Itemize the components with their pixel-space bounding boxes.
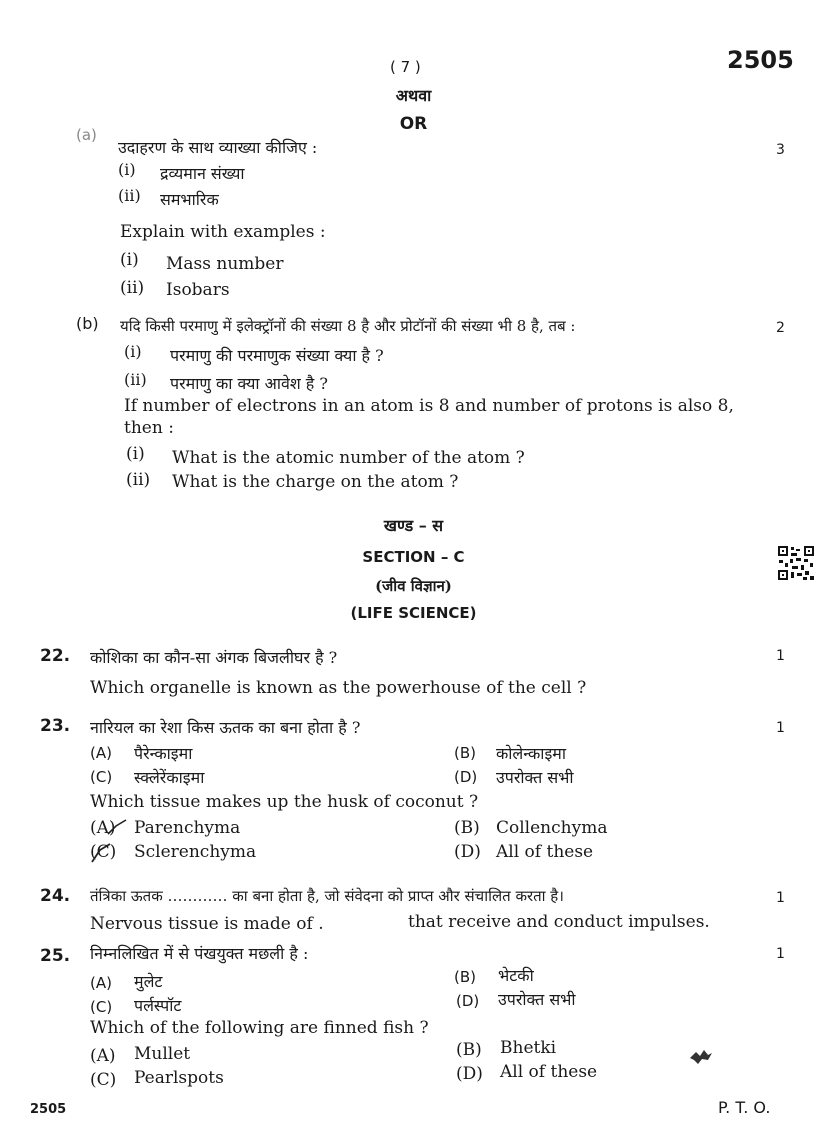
item-text: Isobars (166, 280, 230, 300)
question-text-hindi: यदि किसी परमाणु में इलेक्ट्रॉनों की संख्या 8 है और प्रोटॉनों की संख्या भी 8 है, तब : (120, 317, 576, 335)
question-text-english-cont: that receive and conduct impulses. (408, 912, 710, 932)
option-label: (D) (456, 1064, 483, 1084)
ink-smudge-icon (686, 1046, 716, 1068)
option-text: पैरेन्काइमा (134, 744, 193, 763)
marks: 1 (776, 890, 785, 906)
footer-code: 2505 (30, 1102, 67, 1117)
question-text-english: Explain with examples : (120, 222, 326, 242)
option-text: Pearlspots (134, 1068, 224, 1088)
option-text: मुलेट (134, 972, 163, 991)
question-text-hindi: तंत्रिका ऊतक ………… का बना होता है, जो संवेदना को प्राप्त और संचालित करता है। (90, 887, 564, 905)
section-title-hindi: खण्ड – स (383, 516, 444, 535)
item-text: Mass number (166, 254, 284, 274)
marks: 1 (776, 946, 785, 962)
question-text-hindi: उदाहरण के साथ व्याख्या कीजिए : (118, 138, 318, 157)
option-text: भेटकी (498, 966, 534, 985)
option-label: (D) (454, 842, 481, 862)
item-text: What is the atomic number of the atom ? (172, 448, 525, 468)
option-label: (C) (90, 998, 113, 1016)
qr-code-icon (777, 545, 815, 581)
item-number: (ii) (124, 370, 147, 389)
question-text-english: Which tissue makes up the husk of coconut ? (90, 792, 479, 812)
option-text: Mullet (134, 1044, 191, 1064)
option-text: उपरोक्त सभी (498, 990, 576, 1009)
option-label: (A) (90, 744, 112, 762)
item-number: (ii) (120, 278, 145, 298)
marks: 1 (776, 648, 785, 664)
pto: P. T. O. (718, 1098, 771, 1117)
option-text: All of these (496, 842, 594, 862)
option-text: Collenchyma (496, 818, 608, 838)
question-text-english: Which of the following are finned fish ? (90, 1018, 429, 1038)
item-text: परमाणु की परमाणुक संख्या क्या है ? (170, 346, 384, 365)
option-label: (B) (456, 1040, 482, 1060)
page-number: ( 7 ) (390, 58, 421, 76)
question-part-label: (a) (76, 126, 97, 144)
question-text-hindi: नारियल का रेशा किस ऊतक का बना होता है ? (90, 718, 361, 737)
paper-code: 2505 (727, 46, 794, 74)
section-title-english: SECTION – C (362, 548, 465, 566)
item-number: (ii) (126, 470, 151, 490)
marks: 2 (776, 320, 785, 336)
option-text: उपरोक्त सभी (496, 768, 574, 787)
option-label: (C) (90, 842, 117, 862)
question-number: 22. (40, 646, 71, 666)
item-number: (i) (118, 160, 136, 179)
item-number: (i) (124, 342, 142, 361)
question-text-english: Nervous tissue is made of . (90, 914, 324, 934)
question-text-english: If number of electrons in an atom is 8 and number of protons is also 8, (124, 396, 734, 416)
option-label: (B) (454, 744, 476, 762)
item-number: (i) (126, 444, 145, 464)
item-text: परमाणु का क्या आवेश है ? (170, 374, 328, 393)
option-label: (D) (454, 768, 478, 786)
option-label: (D) (456, 992, 480, 1010)
option-text: पर्लस्पॉट (134, 996, 182, 1015)
item-number: (i) (120, 250, 139, 270)
option-text: कोलेन्काइमा (496, 744, 567, 763)
option-text: Sclerenchyma (134, 842, 257, 862)
option-label: (B) (454, 968, 476, 986)
marks: 1 (776, 720, 785, 736)
question-part-label: (b) (76, 314, 99, 333)
option-text: Parenchyma (134, 818, 241, 838)
item-text: समभारिक (160, 190, 219, 209)
handwritten-tick-icon (86, 816, 136, 864)
option-label: (A) (90, 1046, 116, 1066)
item-text: द्रव्यमान संख्या (160, 164, 245, 183)
question-number: 25. (40, 946, 71, 966)
option-text: Bhetki (500, 1038, 557, 1058)
question-number: 23. (40, 716, 71, 736)
question-number: 24. (40, 886, 71, 906)
question-text-hindi: कोशिका का कौन-सा अंगक बिजलीघर है ? (90, 648, 338, 667)
marks: 3 (776, 142, 785, 158)
or-english: OR (399, 114, 428, 134)
option-text: स्क्लेरेंकाइमा (134, 768, 205, 787)
subject-english: (LIFE SCIENCE) (350, 604, 477, 622)
item-number: (ii) (118, 186, 141, 205)
item-text: What is the charge on the atom ? (172, 472, 459, 492)
option-label: (C) (90, 768, 113, 786)
option-label: (A) (90, 974, 112, 992)
option-label: (C) (90, 1070, 117, 1090)
subject-hindi: (जीव विज्ञान) (375, 577, 452, 595)
option-label: (B) (454, 818, 480, 838)
or-hindi: अथवा (395, 86, 432, 105)
option-label: (A) (90, 818, 116, 838)
question-text-english: Which organelle is known as the powerhouse of the cell ? (90, 678, 587, 698)
option-text: All of these (500, 1062, 598, 1082)
question-text-english-cont: then : (124, 418, 174, 438)
question-text-hindi: निम्नलिखित में से पंखयुक्त मछली है : (90, 944, 309, 963)
